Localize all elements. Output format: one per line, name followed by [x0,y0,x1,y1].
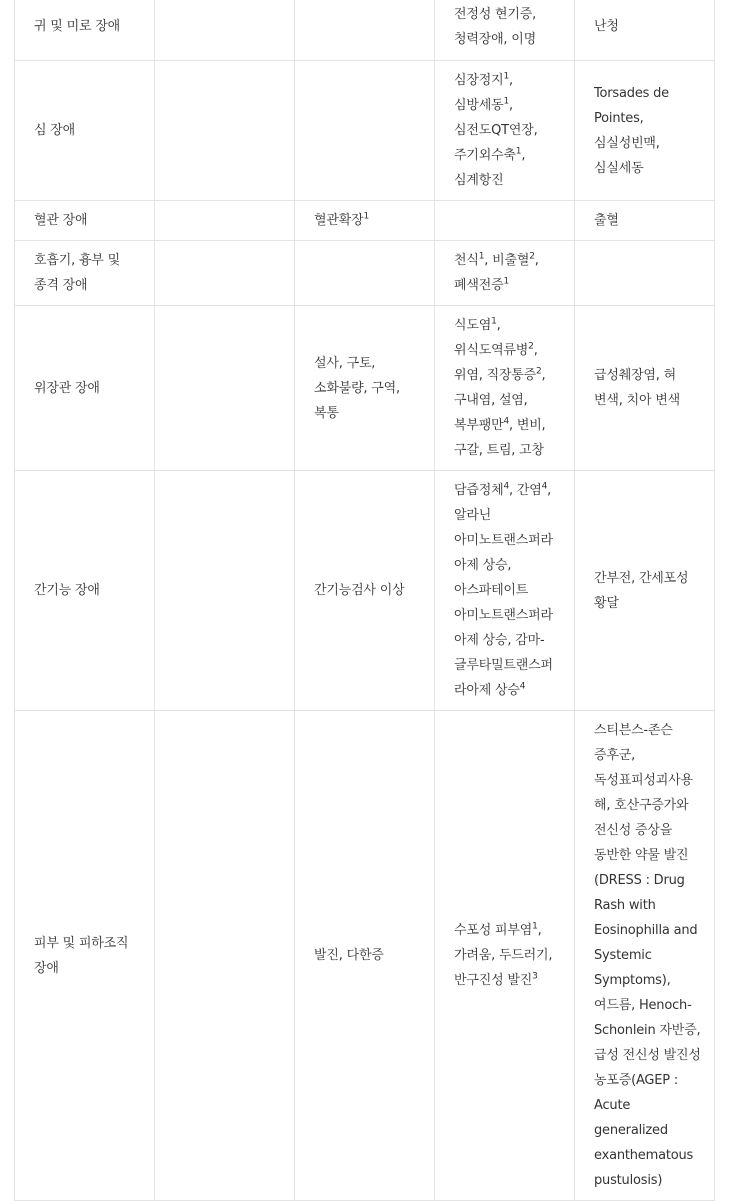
cell-text: 간부전, 간세포성 황달 [594,570,689,611]
cell-text: , 간염 [508,483,542,498]
footnote-marker: 4 [503,416,509,427]
cell-text: , 구내염, 설염, 복부팽만 [454,368,546,433]
footnote-marker: 4 [541,481,548,492]
cell-text: 수포성 피부염 [454,923,533,938]
cell-text: 혈관확장 [314,213,364,228]
frequency-cell [295,241,435,306]
organ-class-cell: 위장관 장애 [15,306,155,471]
cell-text: , 비출혈 [484,253,530,268]
empty-cell [155,61,295,201]
cell-text: Torsades de Pointes, 심실성빈맥, 심실세동 [594,85,669,176]
frequency-cell [295,306,435,471]
cell-text: 발진, 다한증 [314,948,384,963]
organ-class-cell: 간기능 장애 [15,471,155,711]
frequency-cell [295,61,435,201]
cell-text: , 심전도QT연장, 주기외수축 [454,98,538,163]
cell-text: 식도염 [454,318,492,333]
cell-text: 출혈 [594,213,619,228]
footnote-marker: 1 [503,96,509,107]
adverse-reaction-table [14,0,715,1201]
empty-cell [155,241,295,306]
empty-cell [155,306,295,471]
frequency-cell [295,201,435,241]
cell-text: , 위식도역류병 [454,318,529,358]
frequency-cell [295,471,435,711]
table-row [15,711,715,1201]
table-row [15,471,715,711]
cell-text: , 가려움, 두드러기, 반구진성 발진 [454,923,553,988]
footnote-marker: 1 [503,71,509,82]
cell-text: 설사, 구토, 소화불량, 구역, 복통 [314,355,400,421]
footnote-marker: 1 [363,211,369,222]
empty-cell [155,711,295,1201]
cell-text: , 심계항진 [454,148,526,188]
frequency-cell [575,241,715,306]
frequency-cell [575,61,715,201]
cell-text: , 심방세동 [454,73,513,113]
footnote-marker: 2 [529,251,535,262]
cell-text: , 폐색전증 [454,253,539,293]
frequency-cell [575,0,715,61]
footnote-marker: 4 [503,481,509,492]
organ-class-cell: 혈관 장애 [15,201,155,241]
organ-class-cell: 호흡기, 흉부 및 종격 장애 [15,241,155,306]
table-row [15,306,715,471]
frequency-cell [435,241,575,306]
cell-text: , 알라닌 아미노트랜스퍼라아제 상승, 아스파테이트 아미노트랜스퍼라아제 상승, 감마-글루타밀트랜스퍼라아제 상승 [454,483,553,698]
cell-text: 담즙정체 [454,483,504,498]
frequency-cell [295,711,435,1201]
table-row [15,61,715,201]
frequency-cell [575,711,715,1201]
cell-text: , 변비, 구갈, 트림, 고창 [454,418,546,458]
frequency-cell [435,306,575,471]
cell-text: , 위염, 직장통증 [454,343,538,383]
table-row [15,241,715,306]
empty-cell [155,0,295,61]
cell-text: 심장정지 [454,73,504,88]
organ-class-cell: 피부 및 피하조직 장애 [15,711,155,1201]
cell-text: 천식 [454,253,479,268]
footnote-marker: 1 [478,251,485,262]
frequency-cell [575,306,715,471]
footnote-marker: 2 [536,366,542,377]
frequency-cell [435,61,575,201]
footnote-marker: 1 [515,146,522,157]
frequency-cell [435,0,575,61]
cell-text: 스티븐스-존슨 증후군, 독성표피성괴사용해, 호산구증가와 전신성 증상을 동반한 약물 발진(DRESS : Drug Rash with Eosinophilla and Systemic Symptoms), 여드름, Henoch-Schonlein 자반증, 급성 전신성 발진성 농포증(AGEP : Acute generalized exanthematous pustulosis) [594,723,701,1188]
table-row [15,201,715,241]
frequency-cell [435,471,575,711]
footnote-marker: 1 [503,276,509,287]
frequency-cell [295,0,435,61]
footnote-marker: 4 [519,681,526,692]
cell-text: 난청 [594,19,619,34]
cell-text: 전정성 현기증, 청력장애, 이명 [454,6,537,47]
frequency-cell [575,201,715,241]
footnote-marker: 1 [491,316,497,327]
cell-text: 급성췌장염, 혀 변색, 치아 변색 [594,368,680,408]
frequency-cell [435,711,575,1201]
organ-class-cell: 귀 및 미로 장애 [15,0,155,61]
footnote-marker: 1 [532,921,538,932]
table-row [15,0,715,61]
empty-cell [155,471,295,711]
frequency-cell [575,471,715,711]
footnote-marker: 3 [532,971,538,982]
footnote-marker: 2 [528,341,534,352]
table-body [15,0,715,1201]
organ-class-cell: 심 장애 [15,61,155,201]
frequency-cell [435,201,575,241]
empty-cell [155,201,295,241]
cell-text: 간기능검사 이상 [314,583,405,598]
